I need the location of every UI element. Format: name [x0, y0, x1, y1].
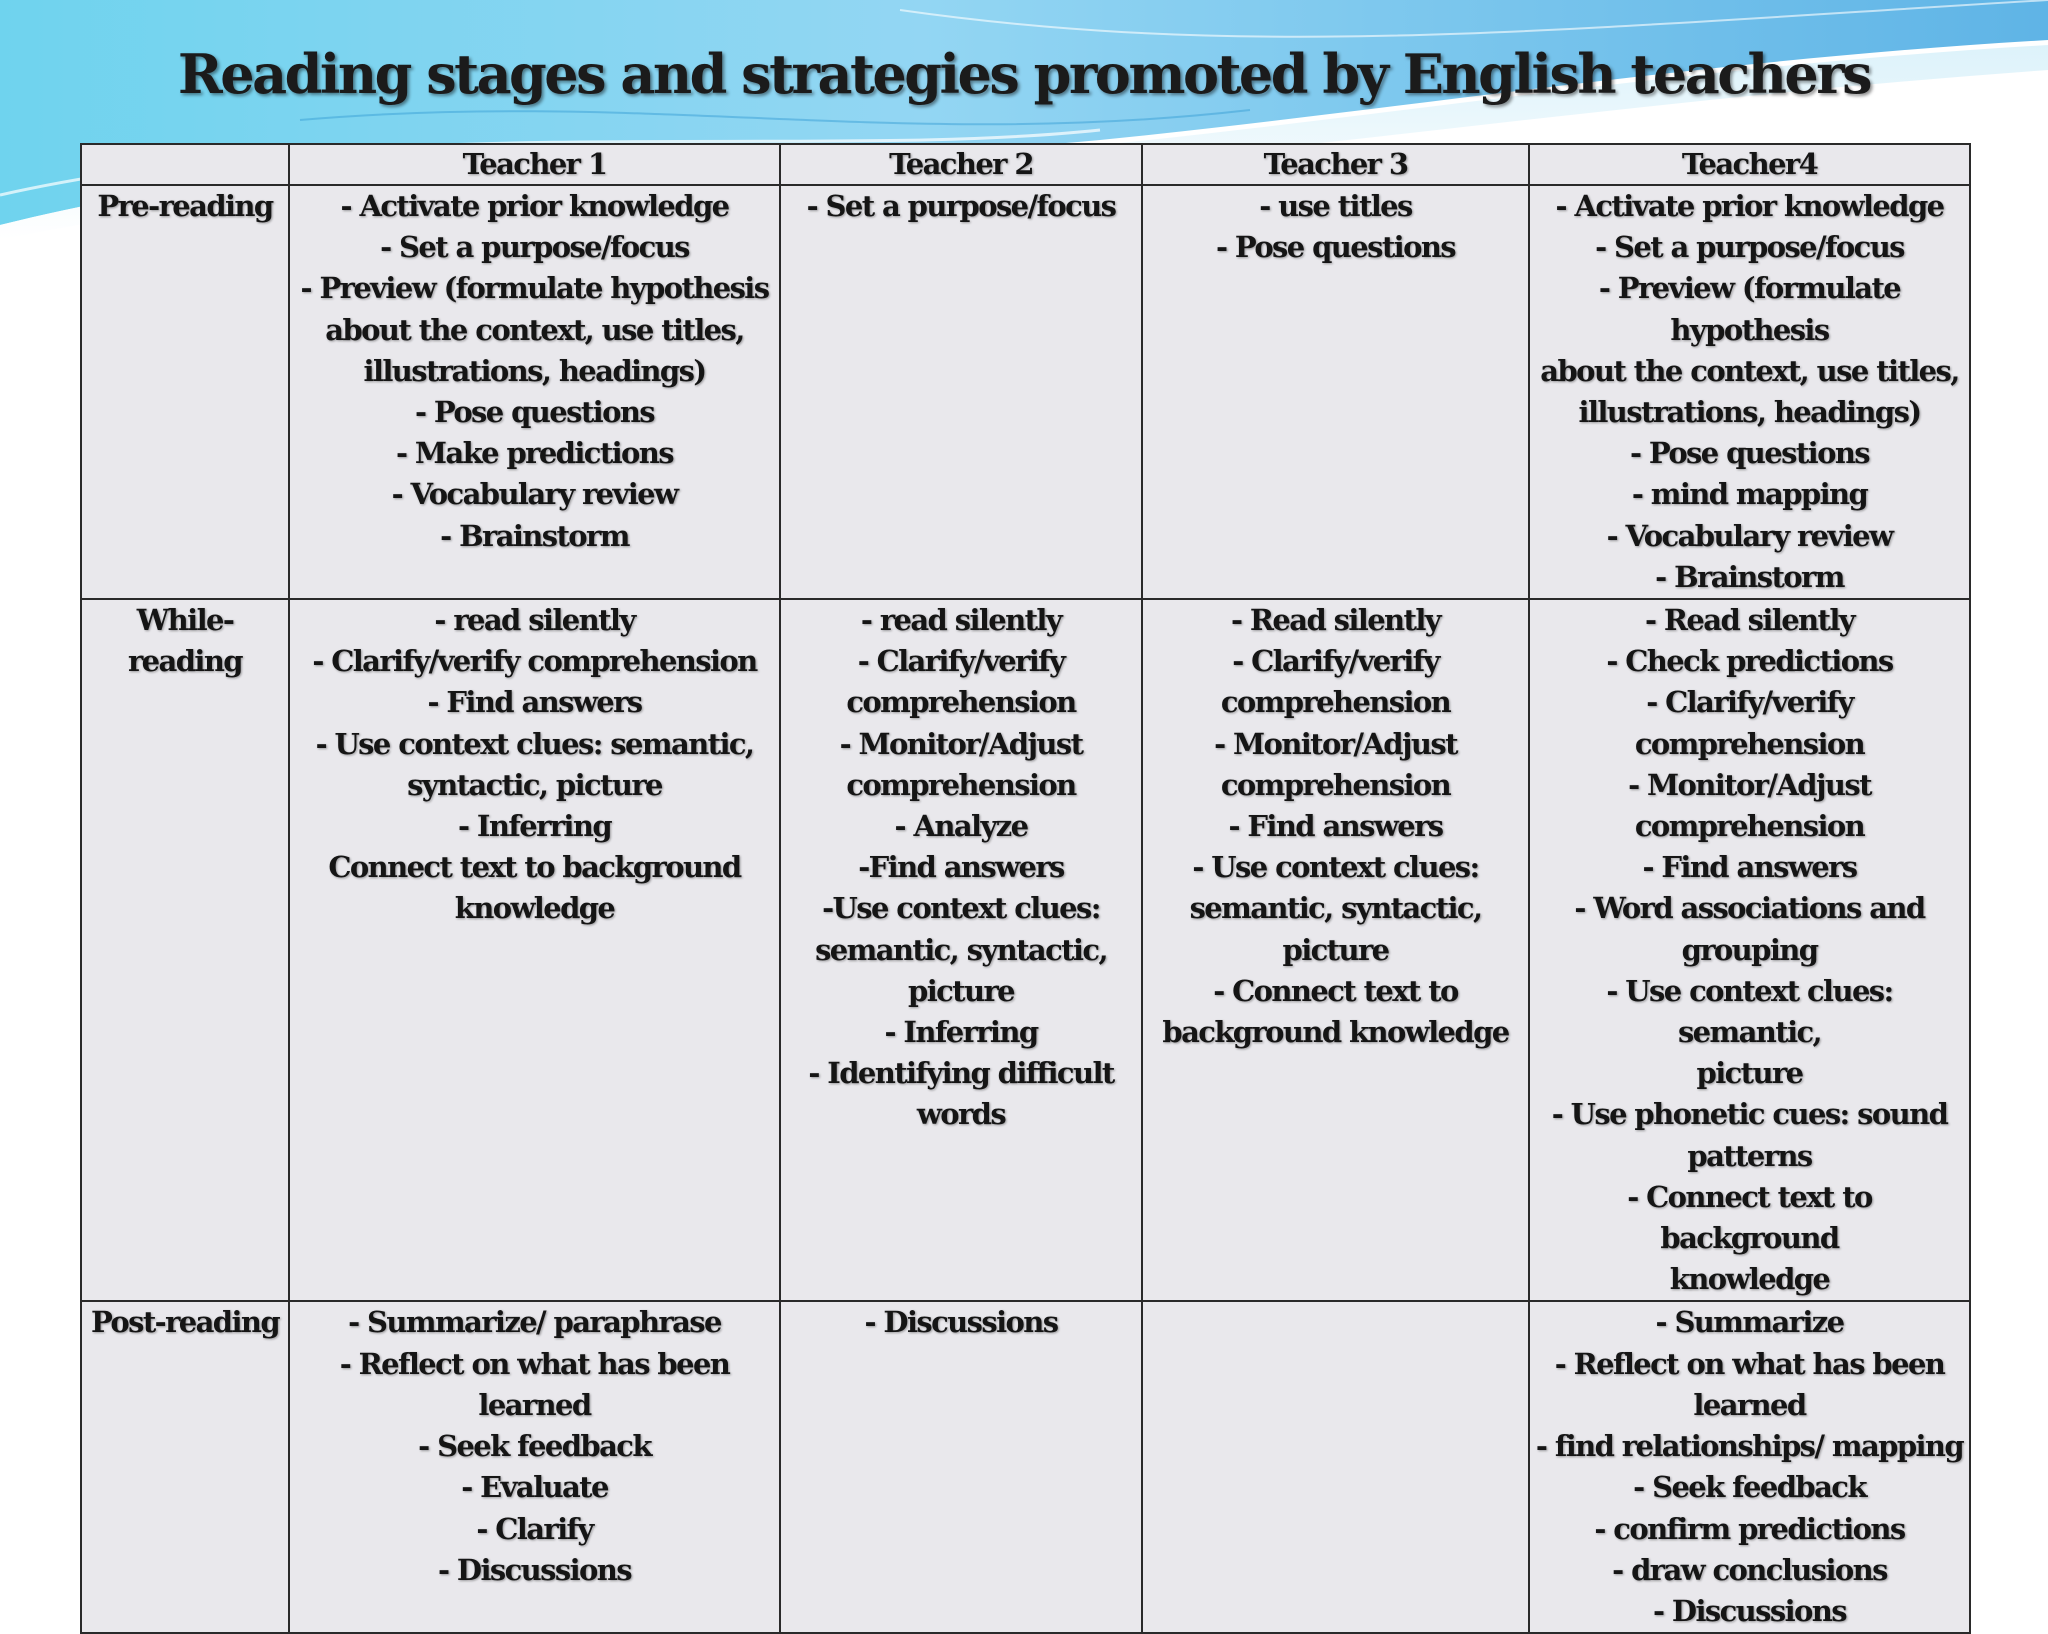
strategy-line: - Monitor/Adjust [1214, 726, 1457, 761]
strategy-line: about the context, use titles, [325, 312, 744, 347]
strategy-line: comprehension [846, 685, 1076, 720]
strategy-line: - use titles [1259, 189, 1412, 223]
strategy-line: background knowledge [1162, 1015, 1509, 1050]
strategy-line: - Clarify/verify [1232, 644, 1439, 679]
strategy-line: - Set a purpose/focus [806, 189, 1116, 223]
strategy-cell-teacher-3 [1142, 185, 1529, 599]
strategy-line: words [916, 1097, 1006, 1132]
strategy-cell-teacher-1 [289, 599, 780, 1301]
strategy-line: - Preview (formulate hypothesis [300, 271, 769, 306]
strategy-line: - Connect text to background [1627, 1179, 1872, 1256]
strategy-line: grouping [1681, 932, 1818, 967]
strategy-line: - Reflect on what has been [1554, 1346, 1945, 1381]
strategy-cell-teacher-1 [289, 185, 780, 599]
strategy-line: patterns [1687, 1138, 1812, 1173]
strategy-line: picture [908, 973, 1014, 1008]
strategy-line: - Find answers [427, 685, 642, 720]
strategy-line: - Read silently [1230, 603, 1440, 638]
strategy-line: picture [1696, 1056, 1803, 1091]
strategy-line: - Pose questions [414, 395, 655, 430]
strategy-line: - Read silently [1644, 603, 1854, 638]
strategy-line: -Use context clues: [822, 891, 1100, 926]
strategy-line: - Discussions [864, 1305, 1058, 1340]
column-header-teacher-3: Teacher 3 [1142, 144, 1529, 185]
strategy-line: - Clarify/verify comprehension [312, 644, 757, 679]
strategy-line: semantic, syntactic, [815, 932, 1107, 967]
strategy-line: - Vocabulary review [391, 477, 678, 512]
corner-cell [81, 144, 289, 185]
strategy-cell-teacher-2 [780, 185, 1142, 599]
strategy-line: -Find answers [858, 850, 1064, 885]
strategy-line: - Find answers [1642, 850, 1857, 885]
strategy-line: - confirm predictions [1594, 1511, 1905, 1546]
strategy-line: - read silently [860, 603, 1062, 638]
strategy-line: - Check predictions [1606, 644, 1893, 679]
strategy-cell-teacher-3 [1142, 1301, 1529, 1633]
strategy-line: - Clarify [476, 1511, 593, 1546]
strategy-line: - Clarify/verify comprehension [1634, 685, 1865, 761]
strategy-line: comprehension [1220, 767, 1451, 802]
strategy-line: - Word associations and [1574, 891, 1925, 926]
strategy-line: - Identifying difficult [808, 1056, 1114, 1091]
strategy-line: - Use context clues: semantic, [1606, 973, 1893, 1050]
table-row-pre-reading [81, 185, 1970, 599]
strategy-line: about the context, use titles, [1540, 353, 1959, 388]
strategy-line: comprehension [1634, 809, 1865, 844]
column-header-teacher-2: Teacher 2 [780, 144, 1142, 185]
column-header-teacher-1: Teacher 1 [289, 144, 780, 185]
strategy-line: - Summarize [1655, 1305, 1844, 1340]
strategy-line: learned [1693, 1387, 1806, 1422]
strategy-line: - draw conclusions [1612, 1552, 1887, 1587]
strategy-line: knowledge [1669, 1262, 1830, 1297]
strategy-line: - mind mapping [1631, 477, 1868, 512]
strategy-line: - Activate prior knowledge [1555, 189, 1944, 223]
strategy-line: - Connect text to [1213, 973, 1458, 1008]
strategy-line: - Inferring [457, 809, 612, 844]
strategy-line: - Monitor/Adjust [1628, 767, 1871, 802]
strategy-line: - read silently [434, 603, 635, 638]
strategy-line: - find relationships/ mapping [1535, 1429, 1964, 1464]
strategy-line: - Monitor/Adjust [839, 726, 1083, 761]
strategy-line: - Brainstorm [1655, 559, 1844, 594]
strategy-line: - Seek feedback [418, 1429, 651, 1464]
stage-label: Pre-reading [81, 185, 289, 599]
strategy-line: - Use context clues: [1192, 850, 1479, 885]
strategy-cell-teacher-4 [1529, 185, 1970, 599]
strategy-cell-teacher-3 [1142, 599, 1529, 1301]
table-header-row [81, 144, 1970, 185]
strategy-line: - Seek feedback [1633, 1470, 1866, 1505]
strategy-line: Connect text to background [328, 850, 741, 885]
strategy-line: - Set a purpose/focus [380, 230, 689, 265]
strategy-line: - Make predictions [396, 436, 673, 471]
strategy-line: - Brainstorm [440, 518, 629, 553]
strategy-cell-teacher-1 [289, 1301, 780, 1633]
table-row-post-reading [81, 1301, 1970, 1633]
strategy-cell-teacher-2 [780, 599, 1142, 1301]
column-header-teacher-4: Teacher4 [1529, 144, 1970, 185]
stage-label: Post-reading [81, 1301, 289, 1633]
strategy-line: - Set a purpose/focus [1595, 230, 1904, 265]
strategy-line: knowledge [454, 891, 615, 926]
strategy-line: illustrations, headings) [1578, 395, 1921, 430]
strategy-line: comprehension [1220, 685, 1451, 720]
strategy-line: illustrations, headings) [363, 353, 706, 388]
strategy-line: syntactic, picture [407, 767, 662, 802]
stage-label: While-reading [81, 599, 289, 1301]
strategy-line: - Clarify/verify [857, 644, 1065, 679]
strategy-line: - Use phonetic cues: sound [1551, 1097, 1948, 1132]
strategy-line: - Pose questions [1215, 230, 1456, 265]
strategy-line: - Summarize/ paraphrase [348, 1305, 721, 1340]
strategy-line: - Pose questions [1629, 436, 1870, 471]
strategy-line: - Discussions [1653, 1593, 1846, 1628]
strategy-line: - Discussions [438, 1552, 631, 1587]
strategy-line: - Find answers [1228, 809, 1443, 844]
strategies-table [80, 143, 1971, 1634]
strategy-line: - Use context clues: semantic, [315, 726, 754, 761]
strategy-line: - Analyze [894, 809, 1028, 844]
strategy-line: - Evaluate [461, 1470, 608, 1505]
page-title: Reading stages and strategies promoted by English teachers [177, 42, 1871, 106]
strategy-line: - Inferring [884, 1015, 1038, 1050]
strategy-line: comprehension [846, 767, 1076, 802]
strategy-cell-teacher-2 [780, 1301, 1142, 1633]
strategy-cell-teacher-4 [1529, 599, 1970, 1301]
strategy-line: - Activate prior knowledge [340, 189, 729, 223]
table-row-while-reading [81, 599, 1970, 1301]
strategy-line: - Vocabulary review [1606, 518, 1893, 553]
strategy-cell-teacher-4 [1529, 1301, 1970, 1633]
strategy-line: - Reflect on what has been learned [339, 1346, 730, 1422]
strategy-line: - Preview (formulate hypothesis [1598, 271, 1901, 347]
strategy-line: semantic, syntactic, picture [1189, 891, 1482, 967]
